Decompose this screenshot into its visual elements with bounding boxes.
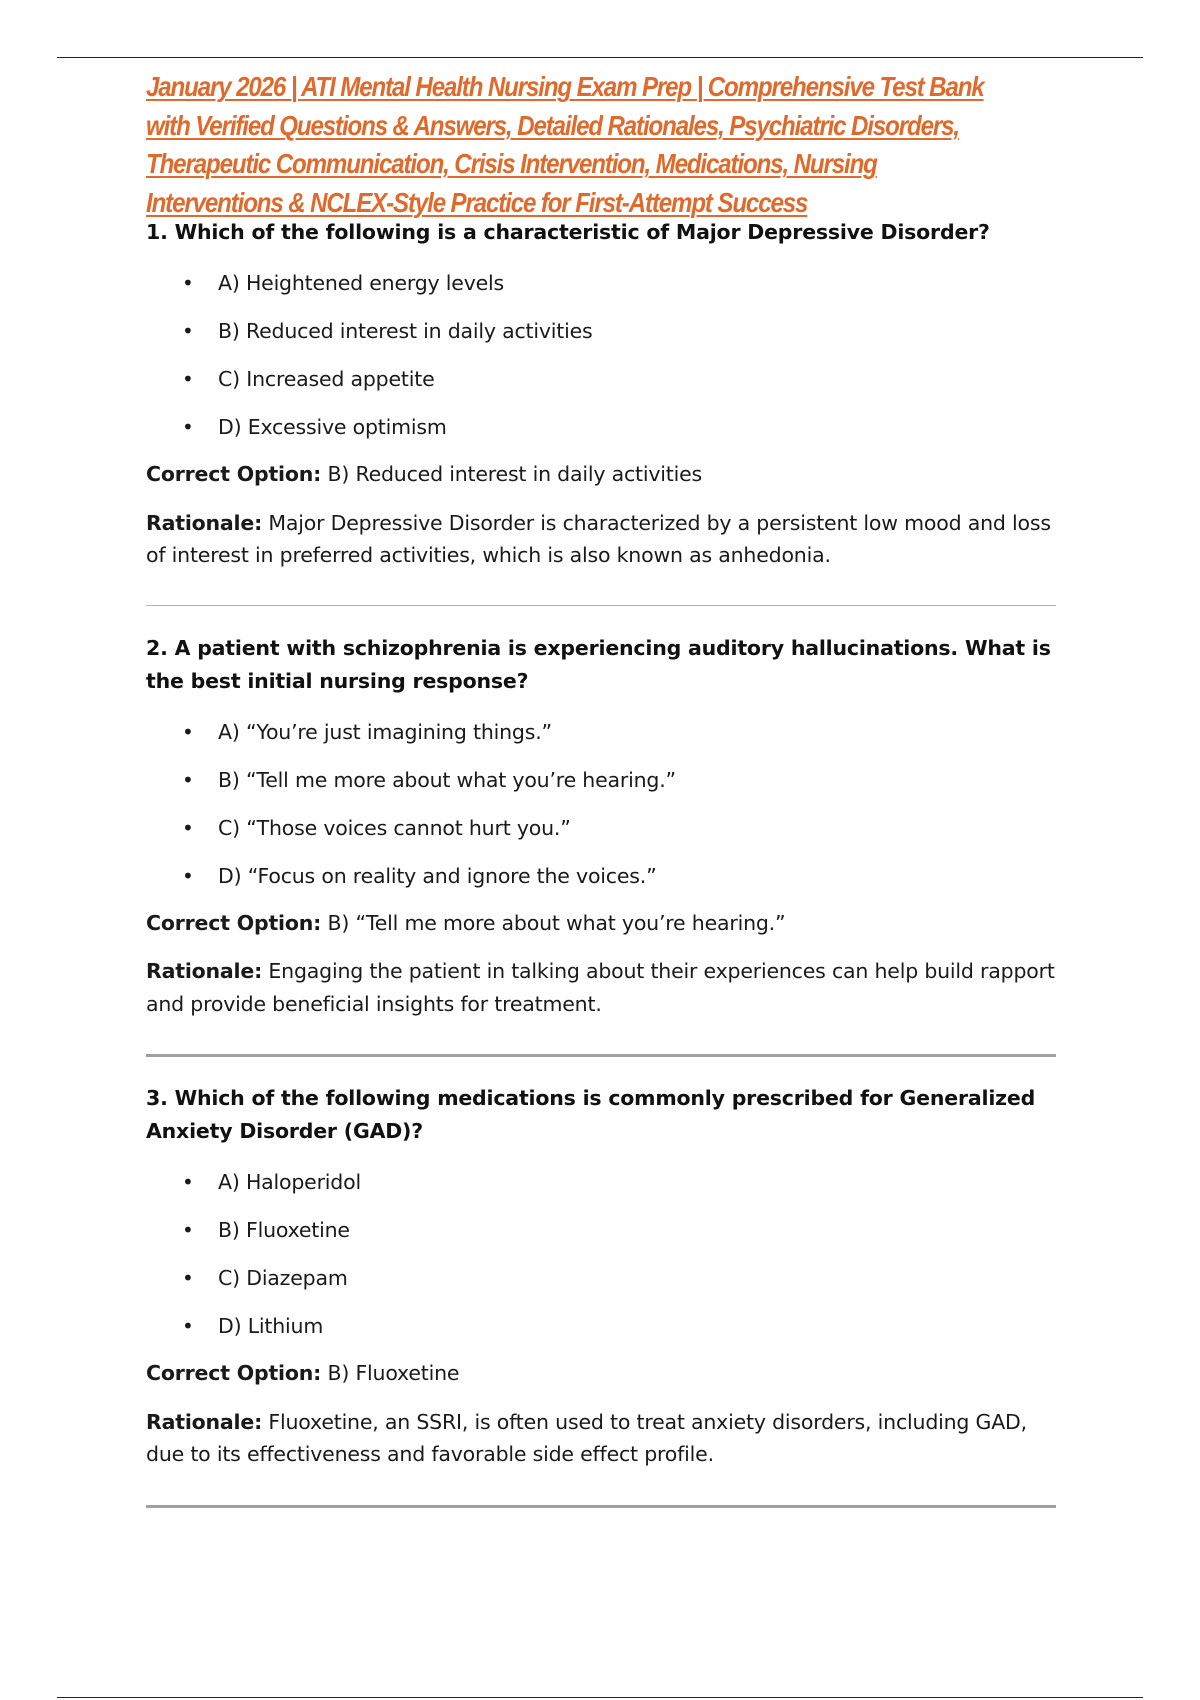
option-text: B) Reduced interest in daily activities [218,319,593,343]
bullet-icon: • [182,1314,194,1338]
bullet-icon: • [182,719,194,744]
question-1-options [146,259,1056,451]
option-d [146,852,1056,900]
option-a [146,259,1056,307]
correct-option-label: Correct Option: [146,462,322,486]
option-text: A) “You’re just imagining things.” [218,719,552,744]
document-content [146,68,1056,1508]
rationale [146,955,1056,1020]
question-divider [146,1505,1056,1508]
bullet-icon: • [182,319,194,343]
correct-option-value: B) Fluoxetine [327,1361,460,1385]
rationale-text: Fluoxetine, an SSRI, is often used to treat anxiety disorders, including GAD, due to its effectiveness and favorable side effect profile. [146,1409,1027,1466]
option-b [146,307,1056,355]
correct-option-label: Correct Option: [146,1361,322,1385]
option-b [146,756,1056,804]
bullet-icon: • [182,1170,194,1194]
title-line-2: with Verified Questions & Answers, Detailed Rationales, Psychiatric Disorders, [146,109,959,141]
option-text: D) Lithium [218,1314,324,1338]
document-title[interactable] [146,68,1058,222]
option-text: C) “Those voices cannot hurt you.” [218,815,571,840]
page-top-rule [57,57,1143,58]
question-3 [146,1082,1056,1471]
option-text: C) Increased appetite [218,367,435,391]
option-text: B) “Tell me more about what you’re hearing.” [218,767,676,792]
option-text: D) Excessive optimism [218,415,447,439]
bullet-icon: • [182,1218,194,1242]
question-3-text: 3. Which of the following medications is commonly prescribed for Generalized Anxiety Disorder (GAD)? [146,1086,1036,1143]
rationale-label: Rationale: [146,959,263,983]
rationale [146,1406,1056,1471]
rationale-text: Engaging the patient in talking about their experiences can help build rapport and provide beneficial insights for treatment. [146,959,1055,1016]
option-a [146,708,1056,756]
correct-option-value: B) “Tell me more about what you’re hearing.” [327,910,786,935]
option-d [146,403,1056,451]
rationale [146,507,1056,572]
correct-option [146,1357,1056,1390]
option-text: D) “Focus on reality and ignore the voices.” [218,863,657,888]
option-text: A) Haloperidol [218,1170,361,1194]
question-3-options [146,1158,1056,1350]
correct-option [146,907,1056,940]
option-a [146,1158,1056,1206]
question-1 [146,216,1056,572]
question-1-text: 1. Which of the following is a characteristic of Major Depressive Disorder? [146,220,990,244]
option-b [146,1206,1056,1254]
rationale-text: Major Depressive Disorder is characterized by a persistent low mood and loss of interest in preferred activities, which is also known as anhedonia. [146,510,1051,567]
bullet-icon: • [182,367,194,391]
option-c [146,355,1056,403]
question-2 [146,632,1056,1021]
page-bottom-rule [57,1697,1143,1698]
option-text: A) Heightened energy levels [218,271,505,295]
question-2-options [146,708,1056,900]
title-line-1: January 2026 | ATI Mental Health Nursing Exam Prep | Comprehensive Test Bank [146,71,984,102]
title-line-4: Interventions & NCLEX-Style Practice for First-Attempt Success [146,186,808,218]
option-c [146,1254,1056,1302]
rationale-label: Rationale: [146,1409,263,1434]
bullet-icon: • [182,415,194,439]
correct-option-label: Correct Option: [146,910,322,935]
title-line-3: Therapeutic Communication, Crisis Intervention, Medications, Nursing [146,148,877,179]
correct-option-value: B) Reduced interest in daily activities [327,462,703,486]
bullet-icon: • [182,271,194,295]
question-2-text: 2. A patient with schizophrenia is experiencing auditory hallucinations. What is the best initial nursing response? [146,635,1051,693]
bullet-icon: • [182,815,194,840]
question-divider [146,1054,1056,1057]
option-text: B) Fluoxetine [218,1218,350,1242]
correct-option [146,458,1056,491]
rationale-label: Rationale: [146,510,263,535]
question-divider [146,605,1056,606]
bullet-icon: • [182,767,194,792]
option-d [146,1302,1056,1350]
bullet-icon: • [182,1266,194,1290]
bullet-icon: • [182,863,194,888]
option-c [146,804,1056,852]
option-text: C) Diazepam [218,1266,348,1290]
